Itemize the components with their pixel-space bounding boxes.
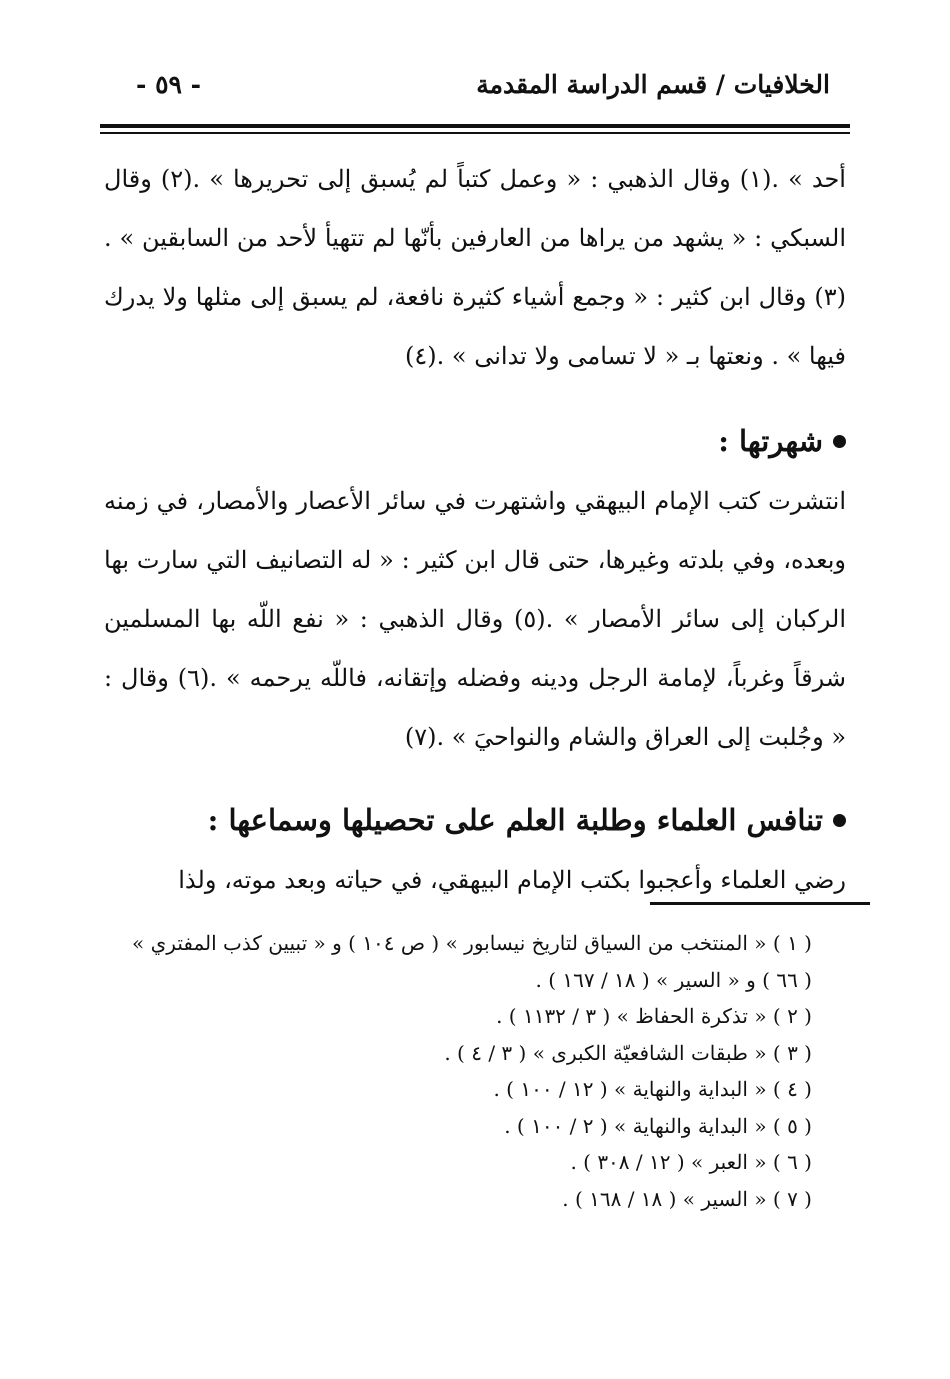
paragraph-fame: انتشرت كتب الإمام البيهقي واشتهرت في سائر الأعصار والأمصار، في زمنه وبعده، وفي بلدته وغيرها، حتى قال ابن كثير : « له التصانيف التي سارت بها الركبان إلى سائر الأمصار » .(٥) وقال الذهبي : « نفع اللّه بها المسلمين شرقاً وغرباً، لإمامة الرجل ودينه وفضله وإتقانه، فاللّه يرحمه » .(٦) وقال : « وجُلبت إلى العراق والشام والنواحيَ » .(٧) — [104, 487, 847, 751]
main-text — [104, 150, 846, 910]
footnote-item: ( ٦ ) « العبر » ( ١٢ / ٣٠٨ ) . — [570, 1150, 812, 1174]
footnote-item: ( ٢ ) « تذكرة الحفاظ » ( ٣ / ١١٣٢ ) . — [496, 1004, 812, 1028]
section-heading-fame — [104, 410, 846, 472]
header-rule-thick — [100, 124, 850, 128]
footnote-item: ( ٧ ) « السير » ( ١٨ / ١٦٨ ) . — [562, 1186, 812, 1211]
footnote-item: ( ٥ ) « البداية والنهاية » ( ٢ / ١٠٠ ) . — [504, 1113, 812, 1138]
paragraph-intro: أحد » .(١) وقال الذهبي : « وعمل كتباً لم يُسبق إلى تحريرها » .(٢) وقال السبكي : « يشهد من يراها من العارفين بأنّها لم تتهيأ لأحد من السابقين » .(٣) وقال ابن كثير : « وجمع أشياء كثيرة نافعة، لم يسبق إلى مثلها ولا يدرك فيها » . ونعتها بـ « لا تسامى ولا تدانى » .(٤) — [104, 165, 846, 370]
section-heading-text: شهرتها : — [718, 424, 823, 458]
footnote-separator — [650, 902, 870, 905]
paragraph-competition: رضي العلماء وأعجبوا بكتب الإمام البيهقي، في حياته وبعد موته، ولذا — [178, 866, 846, 894]
bullet-dot — [833, 435, 846, 448]
bullet-dot — [833, 814, 846, 827]
header-rule-thin — [100, 132, 850, 134]
page-header — [100, 58, 850, 118]
footnote-item: ( ٣ ) « طبقات الشافعيّة الكبرى » ( ٣ / ٤ ) . — [444, 1040, 812, 1065]
section-heading-text: تنافس العلماء وطلبة العلم على تحصيلها وسماعها : — [207, 803, 823, 837]
footnote-item: ( ٤ ) « البداية والنهاية » ( ١٢ / ١٠٠ ) . — [493, 1077, 812, 1101]
running-title: الخلافيات / قسم الدراسة المقدمة — [476, 70, 830, 99]
footnotes — [104, 925, 812, 1217]
page-number: - ٥٩ - — [136, 70, 202, 99]
section-heading-competition — [104, 789, 846, 851]
footnote-item: ( ٦٦ ) و « السير » ( ١٨ / ١٦٧ ) . — [535, 967, 812, 992]
footnote-item: ( ١ ) « المنتخب من السياق لتاريخ نيسابور » ( ص ١٠٤ ) و « تبيين كذب المفتري » — [132, 931, 812, 955]
